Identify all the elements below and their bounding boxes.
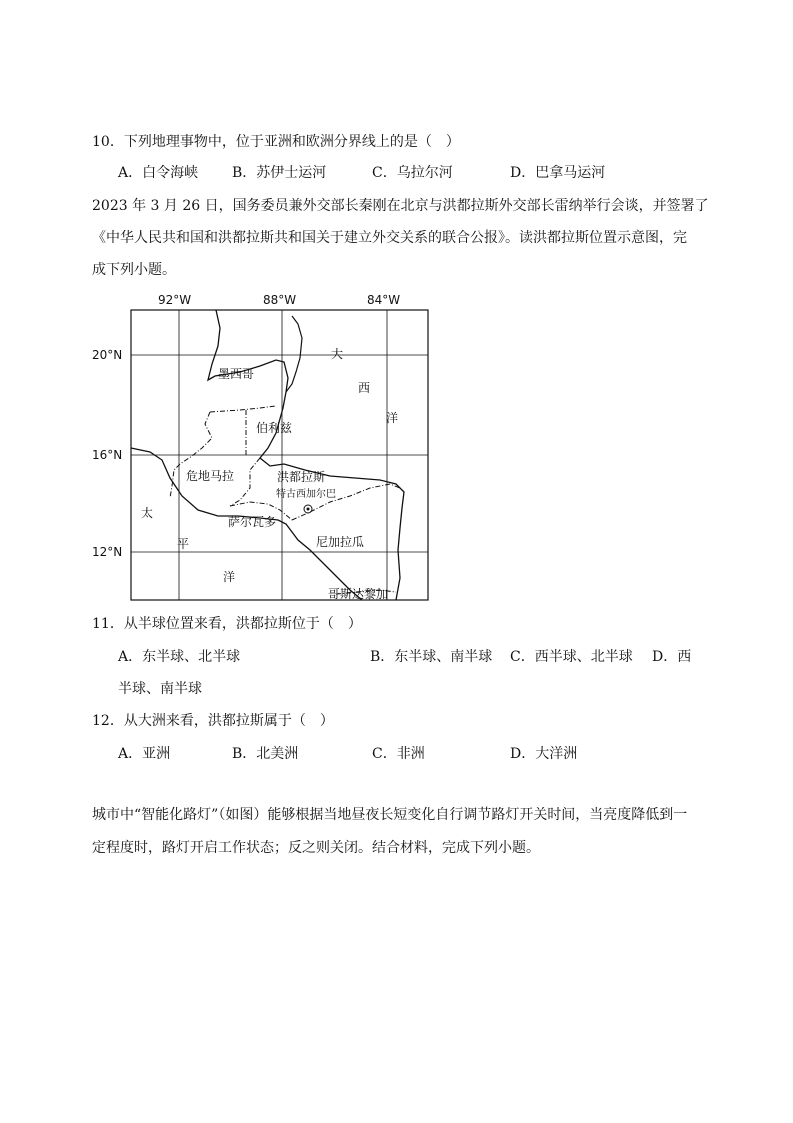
question-11-stem: 11．从半球位置来看，洪都拉斯位于（ ） [92,616,362,632]
q11-option-c: C．西半球、北半球 [510,649,633,665]
lon-label-92w: 92°W [158,293,192,307]
q10-option-a: A．白令海峡 [118,165,199,181]
label-el-salvador: 萨尔瓦多 [228,515,277,529]
q11-option-d-part2: 半球、南半球 [118,681,202,697]
label-costa-rica: 哥斯达黎加 [328,587,389,601]
label-mexico: 墨西哥 [218,367,255,381]
label-belize: 伯利兹 [256,421,293,435]
label-atlantic-2: 西 [358,381,371,395]
question-12-stem: 12．从大洲来看，洪都拉斯属于（ ） [92,713,334,729]
question-10-stem: 10．下列地理事物中，位于亚洲和欧洲分界线上的是（ ） [92,134,460,150]
intro-paragraph-line-3: 成下列小题。 [92,262,176,278]
q11-option-a: A．东半球、北半球 [118,649,241,665]
q11-option-d-part1: D．西 [652,649,692,665]
label-atlantic-3: 洋 [386,411,399,425]
q11-option-b: B．东半球、南半球 [370,649,493,665]
intro-paragraph-line-1: 2023 年 3 月 26 日，国务委员兼外交部长秦刚在北京与洪都拉斯外交部长雷纳举行会谈，并签署了 [92,198,709,214]
label-guatemala: 危地马拉 [186,469,235,483]
material-paragraph-line-1: 城市中“智能化路灯”（如图）能够根据当地昼夜长短变化自行调节路灯开关时间，当亮度降低到一 [92,807,688,823]
q12-option-a: A．亚洲 [118,746,171,762]
lat-label-16n: 16°N [92,448,123,462]
label-atlantic-1: 大 [331,347,344,361]
border-mexico-belize-top [210,406,276,412]
map-grid [131,310,428,600]
label-nicaragua: 尼加拉瓜 [316,535,365,549]
lat-label-12n: 12°N [92,545,123,559]
q10-option-c: C．乌拉尔河 [372,165,453,181]
label-tegucigalpa: 特古西加尔巴 [276,489,336,500]
q10-option-b: B．苏伊士运河 [232,165,327,181]
q12-option-b: B．北美洲 [232,746,299,762]
intro-paragraph-line-2: 《中华人民共和国和洪都拉斯共和国关于建立外交关系的联合公报》。读洪都拉斯位置示意图，完 [92,230,687,246]
label-pacific-3: 洋 [223,570,236,584]
tegucigalpa-marker [304,505,312,513]
label-pacific-1: 太 [141,506,154,520]
label-honduras: 洪都拉斯 [277,470,326,484]
lon-label-88w: 88°W [263,293,297,307]
lat-label-20n: 20°N [92,348,123,362]
q12-option-c: C．非洲 [372,746,425,762]
q12-option-d: D．大洋洲 [510,746,578,762]
coastline-yucatan-east [286,316,302,392]
lon-label-84w: 84°W [367,293,401,307]
border-guatemala-honduras [230,458,260,506]
material-paragraph-line-2: 定程度时，路灯开启工作状态；反之则关闭。结合材料，完成下列小题。 [92,840,540,856]
label-pacific-2: 平 [177,537,190,551]
q10-option-d: D．巴拿马运河 [510,165,606,181]
honduras-location-map [92,288,440,606]
